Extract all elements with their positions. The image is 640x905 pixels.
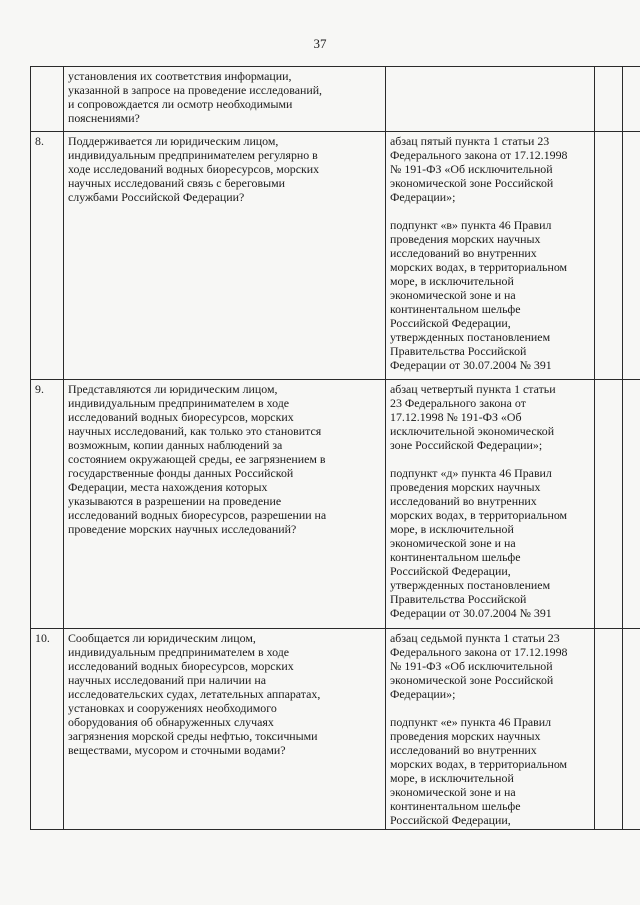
requirement-cell: абзац седьмой пункта 1 статьи 23 Федерального закона от 17.12.1998 № 191-ФЗ «Об исключительной экономической зоне Российской Федерации»; подпункт «е» пункта 46 Правил проведения морских научных исследований во внутренних морских водах, в территориальном море, в исключительной экономической зоне и на континентальном шельфе Российской Федерации, xyxy=(386,629,595,830)
answer-cell-no xyxy=(623,629,640,830)
answer-cell-yes xyxy=(595,380,623,629)
question-cell: Представляются ли юридическим лицом, индивидуальным предпринимателем в ходе исследований водных биоресурсов, морских научных исследований, как только это становится возможным, копии данных наблюдений за состоянием окружающей среды, ее загрязнением в государственные фонды данных Российской Федерации, места нахождения которых указываются в разрешении на проведение исследований водных биоресурсов, разрешении на проведение морских научных исследований? xyxy=(64,380,386,629)
answer-cell-no xyxy=(623,132,640,380)
requirement-cell: абзац четвертый пункта 1 статьи 23 Федерального закона от 17.12.1998 № 191-ФЗ «Об исключительной экономической зоне Российской Федерации»; подпункт «д» пункта 46 Правил проведения морских научных исследований во внутренних морских водах, в территориальном море, в исключительной экономической зоне и на континентальном шельфе Российской Федерации, утвержденных постановлением Правительства Российской Федерации от 30.07.2004 № 391 xyxy=(386,380,595,629)
row-number xyxy=(31,67,64,132)
table-row xyxy=(31,629,640,830)
answer-cell-yes xyxy=(595,132,623,380)
question-cell: установления их соответствия информации, указанной в запросе на проведение исследований, и сопровождается ли осмотр необходимыми пояснениями? xyxy=(64,67,386,132)
answer-cell-no xyxy=(623,380,640,629)
page-number: 37 xyxy=(313,36,327,51)
table-row xyxy=(31,380,640,629)
row-number: 8. xyxy=(31,132,64,380)
question-cell: Сообщается ли юридическим лицом, индивидуальным предпринимателем в ходе исследований водных биоресурсов, морских научных исследований при наличии на исследовательских судах, летательных аппаратах, установках и сооружениях необходимого оборудования об обнаруженных случаях загрязнения морской среды нефтью, токсичными веществами, мусором и сточными водами? xyxy=(64,629,386,830)
answer-cell-yes xyxy=(595,629,623,830)
row-number: 9. xyxy=(31,380,64,629)
answer-cell-yes xyxy=(595,67,623,132)
table-row xyxy=(31,67,640,132)
requirement-cell xyxy=(386,67,595,132)
checklist-table xyxy=(30,66,640,830)
requirement-cell: абзац пятый пункта 1 статьи 23 Федерального закона от 17.12.1998 № 191-ФЗ «Об исключительной экономической зоне Российской Федерации»; подпункт «в» пункта 46 Правил проведения морских научных исследований во внутренних морских водах, в территориальном море, в исключительной экономической зоне и на континентальном шельфе Российской Федерации, утвержденных постановлением Правительства Российской Федерации от 30.07.2004 № 391 xyxy=(386,132,595,380)
table-row xyxy=(31,132,640,380)
answer-cell-no xyxy=(623,67,640,132)
question-cell: Поддерживается ли юридическим лицом, индивидуальным предпринимателем регулярно в ходе исследований водных биоресурсов, морских научных исследований связь с береговыми службами Российской Федерации? xyxy=(64,132,386,380)
row-number: 10. xyxy=(31,629,64,830)
